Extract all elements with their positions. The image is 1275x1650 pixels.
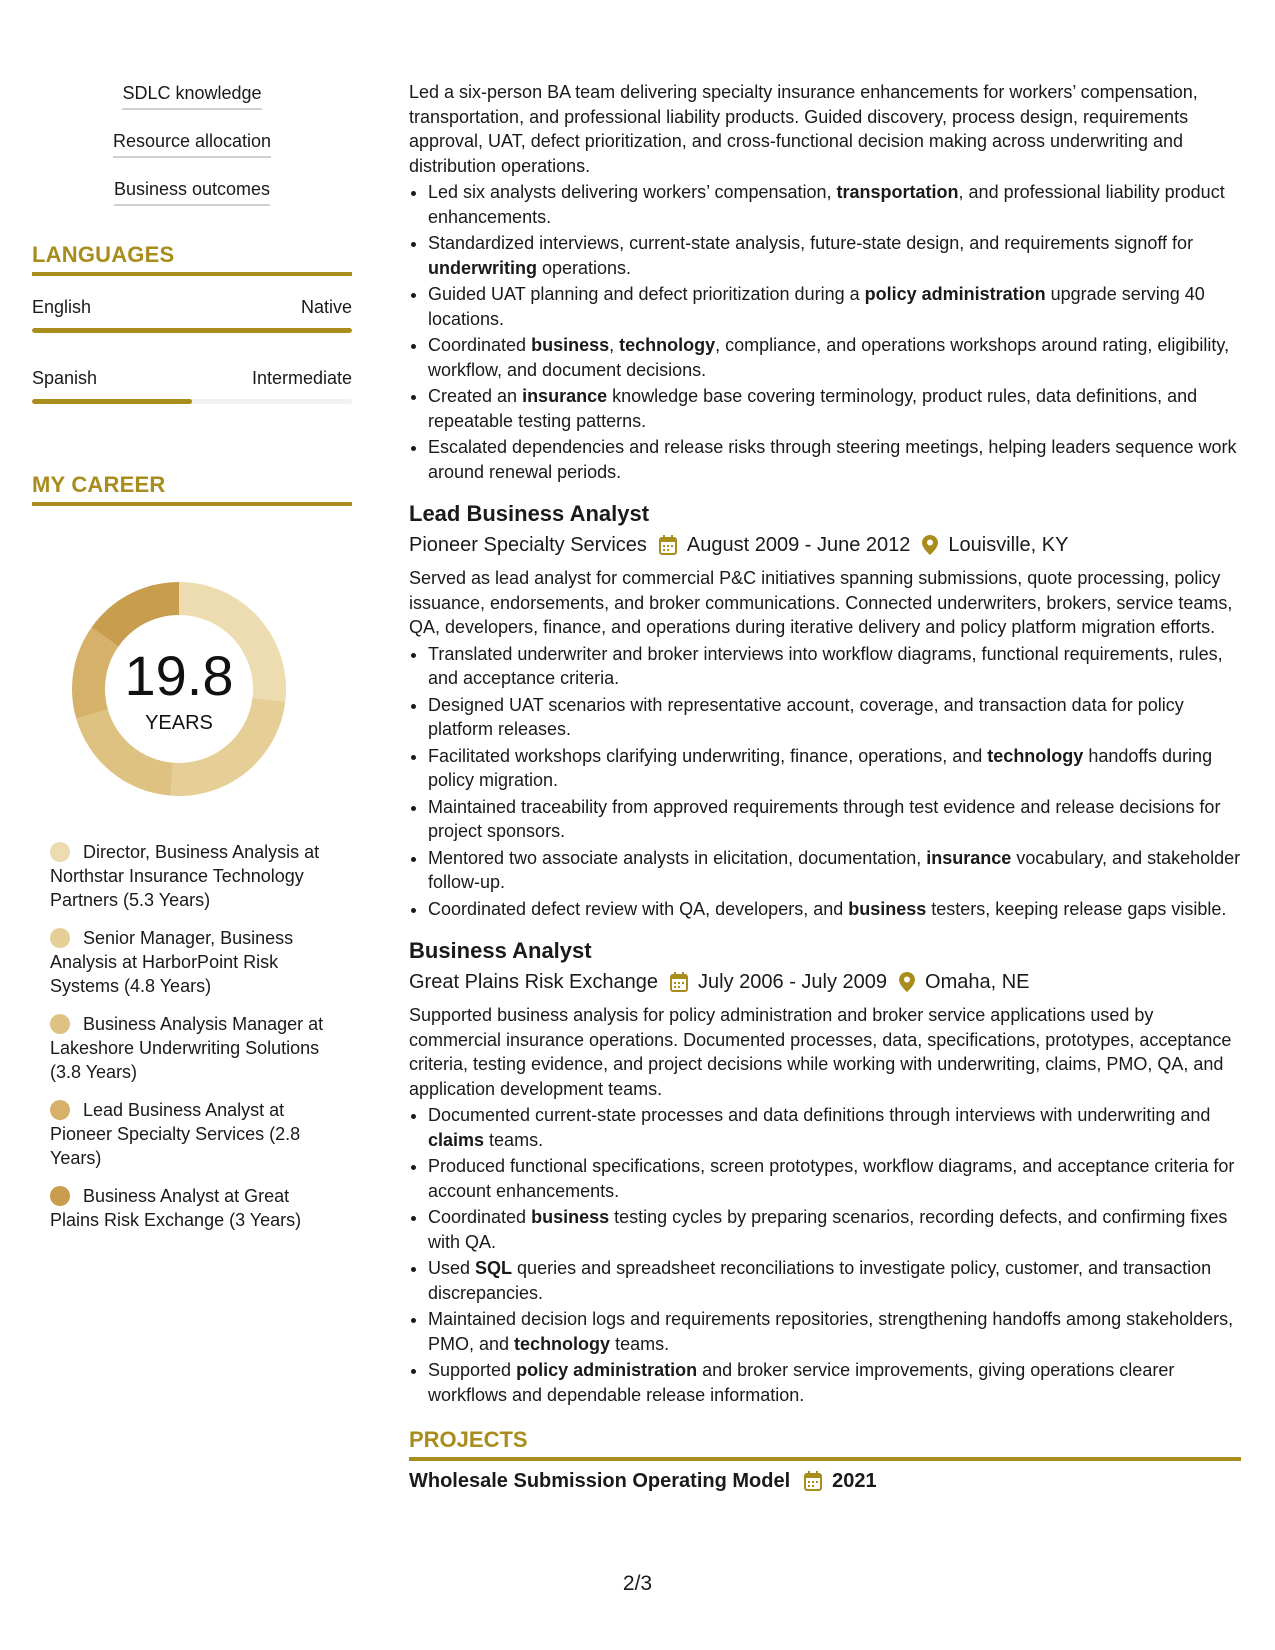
- job-meta: [409, 532, 1241, 558]
- company-name: Pioneer Specialty Services: [409, 534, 647, 556]
- job-bullets: [409, 1103, 1241, 1407]
- job-dates: July 2006 - July 2009: [698, 971, 888, 993]
- language-level: Intermediate: [251, 368, 352, 388]
- career-list-item: [50, 1098, 340, 1170]
- page-number: 2/3: [622, 1572, 653, 1595]
- career-item-label: Senior Manager, Business Analysis at HarborPoint Risk Systems (4.8 Years): [50, 928, 294, 996]
- sidebar: [32, 82, 352, 1230]
- job-location: Omaha, NE: [925, 971, 1030, 993]
- job-title: Lead Business Analyst: [409, 501, 650, 526]
- bullet-item: • Guided UAT planning and defect prioritization during a policy administration upgrade serving 40 locations.: [428, 282, 1241, 331]
- language-name: Spanish: [32, 368, 98, 388]
- job-summary: Served as lead analyst for commercial P&C initiatives spanning submissions, quote processing, policy issuance, endorsements, and broker communications. Connected underwriters, brokers, service teams, QA, developers, finance, and operations during iterative delivery and policy platform migration efforts.: [409, 568, 1233, 637]
- skills-list: [32, 82, 352, 206]
- skill-item: SDLC knowledge: [122, 82, 261, 110]
- language-level: Native: [300, 297, 352, 317]
- main-content: [409, 80, 1241, 1494]
- bullet-item: • Translated underwriter and broker interviews into workflow diagrams, functional requirements, rules, and acceptance criteria.: [428, 642, 1241, 691]
- bullet-item: • Designed UAT scenarios with representative account, coverage, and transaction data for policy platform releases.: [428, 693, 1241, 742]
- bullet-item: • Maintained decision logs and requirements repositories, strengthening handoffs among stakeholders, PMO, and technology teams.: [428, 1307, 1241, 1356]
- career-heading: MY CAREER: [32, 472, 352, 506]
- language-proficiency-bar: [32, 399, 352, 404]
- project-title: Wholesale Submission Operating Model: [409, 1470, 791, 1492]
- languages-section: [32, 242, 352, 404]
- bullet-item: • Produced functional specifications, screen prototypes, workflow diagrams, and acceptance criteria for account enhancements.: [428, 1154, 1241, 1203]
- career-years-label: YEARS: [145, 712, 213, 734]
- bullet-item: • Used SQL queries and spreadsheet reconciliations to investigate policy, customer, and transaction discrepancies.: [428, 1256, 1241, 1305]
- bullet-item: • Mentored two associate analysts in elicitation, documentation, insurance vocabulary, and stakeholder follow-up.: [428, 846, 1241, 895]
- languages-heading: LANGUAGES: [32, 242, 352, 276]
- career-legend-dot: [50, 928, 70, 948]
- language-item: [32, 367, 352, 404]
- bullet-item: • Coordinated business testing cycles by preparing scenarios, recording defects, and confirming fixes with QA.: [428, 1205, 1241, 1254]
- career-item-label: Lead Business Analyst at Pioneer Specialty Services (2.8 Years): [50, 1100, 301, 1168]
- career-list: [50, 840, 340, 1246]
- company-name: Great Plains Risk Exchange: [409, 971, 659, 993]
- calendar-icon: [670, 972, 688, 992]
- projects-heading: PROJECTS: [409, 1427, 1241, 1461]
- bullet-item: • Supported policy administration and broker service improvements, giving operations clearer workflows and dependable release information.: [428, 1358, 1241, 1407]
- career-legend-dot: [50, 1186, 70, 1206]
- skill-item: Business outcomes: [114, 178, 270, 206]
- job-summary: Led a six-person BA team delivering specialty insurance enhancements for workers’ compensation, transportation, and professional liability products. Guided discovery, process design, requirements approval, UAT, defect prioritization, and cross-functional decision making across underwriting and distribution operations.: [409, 82, 1198, 176]
- bullet-item: • Maintained traceability from approved requirements through test evidence and release decisions for project sponsors.: [428, 795, 1241, 844]
- project-item: [409, 1469, 1241, 1494]
- language-proficiency-fill: [32, 328, 352, 333]
- bullet-item: • Coordinated defect review with QA, developers, and business testers, keeping release gaps visible.: [428, 897, 1241, 922]
- career-item-label: Business Analysis Manager at Lakeshore Underwriting Solutions (3.8 Years): [50, 1014, 324, 1082]
- job-bullets: [409, 642, 1241, 922]
- language-name: English: [32, 297, 92, 317]
- job-location: Louisville, KY: [948, 534, 1069, 556]
- location-pin-icon: [922, 535, 938, 555]
- career-list-item: [50, 926, 340, 998]
- bullet-item: • Documented current-state processes and data definitions through interviews with underwriting and claims teams.: [428, 1103, 1241, 1152]
- job-bullets: [409, 180, 1241, 484]
- career-donut-chart: [66, 576, 292, 802]
- bullet-item: • Created an insurance knowledge base covering terminology, product rules, data definitions, and repeatable testing patterns.: [428, 384, 1241, 433]
- job-meta: [409, 969, 1241, 995]
- bullet-item: • Escalated dependencies and release risks through steering meetings, helping leaders sequence work around renewal periods.: [428, 435, 1241, 484]
- location-pin-icon: [899, 972, 915, 992]
- bullet-item: • Facilitated workshops clarifying underwriting, finance, operations, and technology handoffs during policy migration.: [428, 744, 1241, 793]
- career-legend-dot: [50, 842, 70, 862]
- career-item-label: Business Analyst at Great Plains Risk Exchange (3 Years): [50, 1186, 302, 1230]
- job-dates: August 2009 - June 2012: [686, 534, 911, 556]
- career-item-label: Director, Business Analysis at Northstar Insurance Technology Partners (5.3 Years): [50, 842, 320, 910]
- career-list-item: [50, 1184, 340, 1232]
- career-legend-dot: [50, 1014, 70, 1034]
- language-proficiency-bar: [32, 328, 352, 333]
- career-list-item: [50, 840, 340, 912]
- career-legend-dot: [50, 1100, 70, 1120]
- calendar-icon: [659, 535, 677, 555]
- bullet-item: • Led six analysts delivering workers’ compensation, transportation, and professional liability product enhancements.: [428, 180, 1241, 229]
- bullet-item: • Standardized interviews, current-state analysis, future-state design, and requirements signoff for underwriting operations.: [428, 231, 1241, 280]
- project-year: 2021: [832, 1470, 877, 1492]
- bullet-item: • Coordinated business, technology, compliance, and operations workshops around rating, eligibility, workflow, and document decisions.: [428, 333, 1241, 382]
- career-total-years: 19.8: [124, 644, 234, 707]
- job-summary: Supported business analysis for policy administration and broker service applications used by commercial insurance operations. Documented processes, data, specifications, prototypes, acceptance criteria, testing evidence, and project decisions while working with underwriting, claims, PMO, QA, and application development teams.: [409, 1005, 1232, 1099]
- career-list-item: [50, 1012, 340, 1084]
- career-section: [32, 472, 352, 506]
- language-proficiency-fill: [32, 399, 192, 404]
- job-title: Business Analyst: [409, 938, 592, 963]
- skill-item: Resource allocation: [113, 130, 271, 158]
- calendar-icon: [804, 1471, 822, 1491]
- language-item: [32, 296, 352, 333]
